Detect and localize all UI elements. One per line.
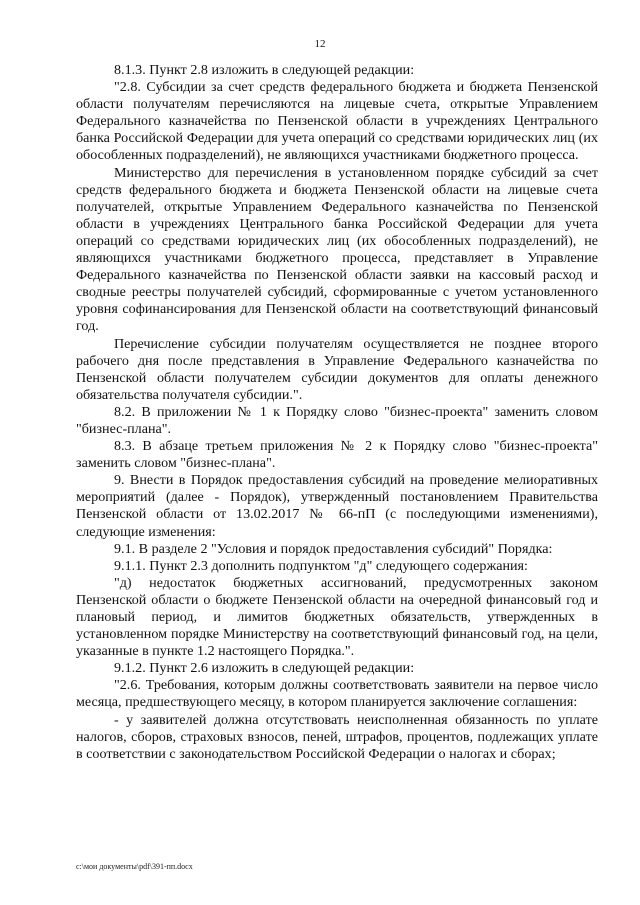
paragraph-tax-requirement: - у заявителей должна отсутствовать неисполненная обязанность по уплате налогов, сборов, страховых взносов, пеней, штрафов, процентов, подлежащих уплате в соответствии с законодательством Российской Федерации о налогах и сборах; (76, 711, 598, 762)
paragraph-8-3: 8.3. В абзаце третьем приложения № 2 к Порядку слово "бизнес-проекта" заменить словом "бизнес-плана". (76, 438, 598, 472)
paragraph-subpoint-d: "д) недостаток бюджетных ассигнований, предусмотренных законом Пензенской области о бюджете Пензенской области на очередной финансовый год и плановый период, и лимитов бюджетных обязательств, утвержденных в установленном порядке Министерству на соответствующий финансовый год, на цели, указанные в пункте 1.2 настоящего Порядка.". (76, 574, 598, 660)
paragraph-ministry-transfer: Министерство для перечисления в установленном порядке субсидий за счет средств федерального бюджета и бюджета Пензенской области на лицевые счета получателей, открытые Управлением Федерального казначейства по Пензенской области в учреждениях Центрального банка Российской Федерации для учета операций со средствами юридических лиц (их обособленных подразделений), не являющихся участниками бюджетного процесса, представляет в Управление Федерального казначейства по Пензенской области заявки на кассовый расход и сводные реестры получателей субсидий, сформированные с учетом установленного уровня софинансирования для Пензенской области на соответствующий финансовый год. (76, 164, 598, 335)
paragraph-9-1-1: 9.1.1. Пункт 2.3 дополнить подпунктом "д" следующего содержания: (114, 557, 528, 574)
paragraph-9-1-2: 9.1.2. Пункт 2.6 изложить в следующей редакции: (114, 660, 415, 677)
paragraph-9-1: 9.1. В разделе 2 "Условия и порядок предоставления субсидий" Порядка: (114, 540, 553, 557)
paragraph-9: 9. Внести в Порядок предоставления субсидий на проведение мелиоративных мероприятий (далее - Порядок), утвержденный постановлением Правительства Пензенской области от 13.02.2017 № 66-пП (с последующими изменениями), следующие изменения: (76, 472, 598, 540)
document-body (76, 62, 598, 763)
footer-file-path: c:\мои документы\pdf\391-пп.docx (76, 862, 193, 871)
page-number: 12 (314, 38, 326, 50)
paragraph-8-1-3: 8.1.3. Пункт 2.8 изложить в следующей редакции: (114, 62, 415, 78)
paragraph-8-2: 8.2. В приложении № 1 к Порядку слово "бизнес-проекта" заменить словом "бизнес-плана". (76, 403, 598, 437)
paragraph-2-8-quote: "2.8. Субсидии за счет средств федерального бюджета и бюджета Пензенской области получателям перечисляются на лицевые счета, открытые Управлением Федерального казначейства по Пензенской области в учреждениях Центрального банка Российской Федерации для учета операций со средствами юридических лиц (их обособленных подразделений), не являющихся участниками бюджетного процесса. (76, 79, 598, 164)
paragraph-subsidy-transfer: Перечисление субсидии получателям осуществляется не позднее второго рабочего дня после представления в Управление Федерального казначейства по Пензенской области получателем субсидии документов для оплаты денежного обязательства получателя субсидии.". (76, 335, 598, 403)
paragraph-2-6-quote: "2.6. Требования, которым должны соответствовать заявители на первое число месяца, предшествующего месяцу, в котором планируется заключение соглашения: (76, 677, 598, 711)
